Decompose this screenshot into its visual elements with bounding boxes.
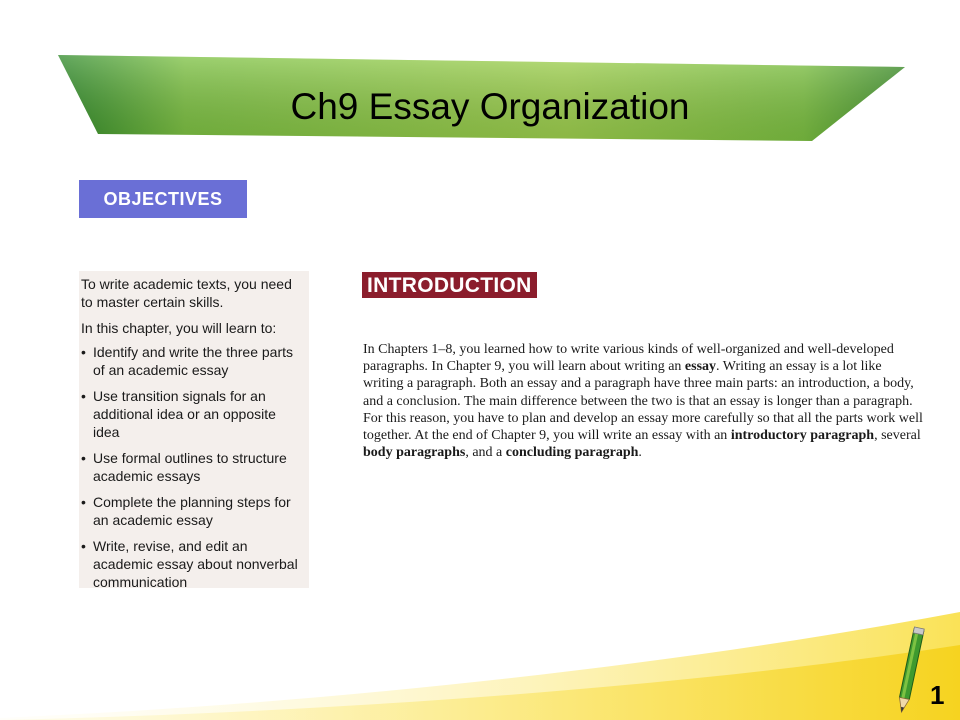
intro-text-segment: , and a [465,445,506,461]
bullet: • [81,538,86,554]
list-item [81,387,305,441]
list-item [81,537,305,591]
objectives-label: OBJECTIVES [79,180,247,218]
objectives-lead: In this chapter, you will learn to: [81,320,277,336]
intro-text-segment: . Writing an essay is a lot like writing a paragraph. Both an essay and a paragraph have three main parts: an introduction, a body, and a conclusion. The main difference between the two is that an essay is longer than a paragraph. For this reason, you have to plan and develop an essay more carefully so that all the parts work well together. At the end of Chapter 9, you will write an essay with an [363,359,923,444]
introduction-paragraph [363,341,923,461]
bullet: • [81,450,86,466]
objectives-box [79,271,309,588]
list-item [81,493,305,529]
objective-text: Use transition signals for an additional idea or an opposite idea [93,388,276,440]
slide-title: Ch9 Essay Organization [290,86,690,127]
intro-term-body-paragraphs: body paragraphs [363,445,466,461]
intro-term-essay: essay [684,359,717,375]
intro-text-segment: . [638,445,642,461]
list-item [81,343,305,379]
bottom-swoosh [0,600,960,720]
intro-term-introductory-paragraph: introductory paragraph [730,428,875,444]
bullet: • [81,344,86,360]
objectives-intro: To write academic texts, you need to master certain skills. [81,276,292,310]
list-item [81,449,305,485]
bullet: • [81,494,86,510]
objective-text: Use formal outlines to structure academic essays [93,450,287,484]
objective-text: Complete the planning steps for an academic essay [93,494,291,528]
intro-text-segment: , several [874,428,921,444]
intro-term-concluding-paragraph: concluding paragraph [505,445,639,461]
page-number: 1 [930,680,945,710]
objective-text: Write, revise, and edit an academic essay about nonverbal communication [93,538,298,590]
introduction-label: INTRODUCTION [362,272,537,298]
objectives-list [81,343,305,591]
pencil-icon [890,625,930,720]
intro-text-segment: In Chapters 1–8, you learned how to write various kinds of well-organized and well-developed paragraphs. In Chapter 9, you will learn about writing an [363,342,894,375]
objective-text: Identify and write the three parts of an academic essay [93,344,293,378]
bullet: • [81,388,86,404]
